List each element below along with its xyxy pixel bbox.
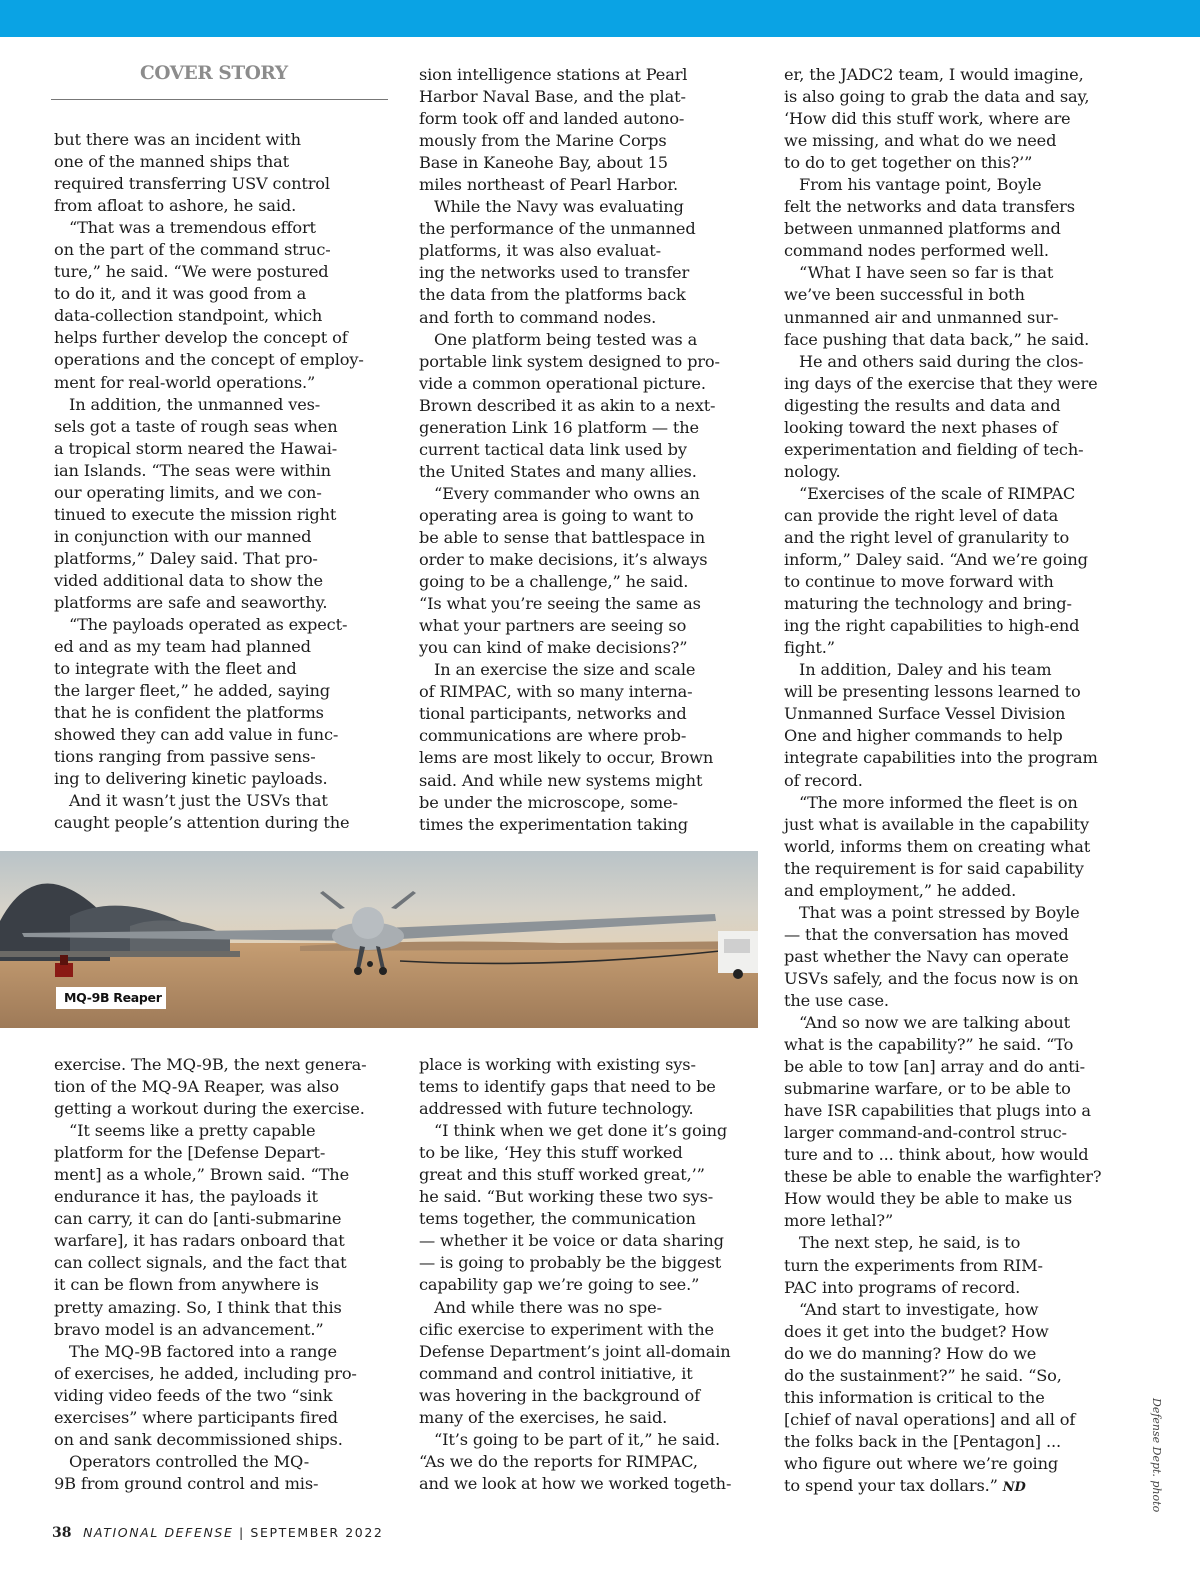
page-footer <box>52 1525 383 1541</box>
text-line: exercises” where participants fired <box>54 1407 338 1427</box>
text-line: tions ranging from passive sens- <box>54 747 316 767</box>
text-line: “Exercises of the scale of RIMPAC <box>784 483 1076 503</box>
text-line: just what is available in the capability <box>784 814 1090 834</box>
issue-date: SEPTEMBER 2022 <box>250 1525 384 1540</box>
text-line: vide a common operational picture. <box>419 373 706 393</box>
text-line: lems are most likely to occur, Brown <box>419 748 714 768</box>
text-line: inform,” Daley said. “And we’re going <box>784 550 1088 570</box>
text-line: be under the microscope, some- <box>419 792 678 812</box>
text-line: integrate capabilities into the program <box>784 748 1098 768</box>
magazine-name: NATIONAL DEFENSE <box>83 1525 234 1540</box>
text-line: many of the exercises, he said. <box>419 1407 668 1427</box>
text-line: between unmanned platforms and <box>784 219 1061 239</box>
text-line: 9B from ground control and mis- <box>54 1473 319 1493</box>
text-line: ing the right capabilities to high-end <box>784 616 1080 636</box>
text-line: “Is what you’re seeing the same as <box>419 594 701 614</box>
text-line: caught people’s attention during the <box>54 813 350 833</box>
text-line: vided additional data to show the <box>54 570 323 590</box>
text-line: is also going to grab the data and say, <box>784 87 1090 107</box>
text-line: viding video feeds of the two “sink <box>54 1385 333 1405</box>
section-divider <box>51 99 388 100</box>
text-line: order to make decisions, it’s always <box>419 550 708 570</box>
text-line: USVs safely, and the focus now is on <box>784 968 1079 988</box>
text-line: portable link system designed to pro- <box>419 351 720 371</box>
text-line: ‘How did this stuff work, where are <box>784 109 1071 129</box>
text-line: miles northeast of Pearl Harbor. <box>419 175 679 195</box>
text-line: platforms, it was also evaluat- <box>419 241 661 261</box>
text-line: sels got a taste of rough seas when <box>54 416 338 436</box>
text-line: will be presenting lessons learned to <box>784 682 1081 702</box>
text-line: maturing the technology and bring- <box>784 594 1072 614</box>
text-line: communications are where prob- <box>419 726 687 746</box>
text-line: helps further develop the concept of <box>54 328 348 348</box>
text-line: sion intelligence stations at Pearl <box>419 65 688 84</box>
text-line: “The payloads operated as expect- <box>54 615 348 635</box>
text-line: addressed with future technology. <box>419 1099 694 1119</box>
text-line: ture,” he said. “We were postured <box>54 262 329 282</box>
text-line: “It’s going to be part of it,” he said. <box>419 1429 720 1449</box>
footer-separator: | <box>239 1525 245 1540</box>
text-line: While the Navy was evaluating <box>419 197 684 217</box>
text-line: who figure out where we’re going <box>784 1453 1059 1473</box>
text-line: be able to tow [an] array and do anti- <box>784 1057 1085 1077</box>
text-line: capability gap we’re going to see.” <box>419 1275 700 1295</box>
text-line: be able to sense that battlespace in <box>419 527 706 547</box>
text-line: command nodes performed well. <box>784 241 1049 261</box>
text-line: you can kind of make decisions?” <box>419 638 688 658</box>
text-line: fight.” <box>784 638 835 658</box>
text-line: “That was a tremendous effort <box>54 218 316 238</box>
text-line: In addition, the unmanned ves- <box>54 394 321 414</box>
text-line: platforms,” Daley said. That pro- <box>54 548 318 568</box>
text-line: the data from the platforms back <box>419 285 686 305</box>
text-line: these be able to enable the warfighter? <box>784 1167 1102 1187</box>
text-line: “And so now we are talking about <box>784 1013 1071 1033</box>
text-line: on and sank decommissioned ships. <box>54 1429 343 1449</box>
text-line: past whether the Navy can operate <box>784 946 1069 966</box>
article-column-1-bottom <box>54 1054 394 1495</box>
text-line: tems to identify gaps that need to be <box>419 1077 716 1097</box>
text-line: that he is confident the platforms <box>54 703 324 723</box>
text-line: and we look at how we worked togeth- <box>419 1473 732 1493</box>
text-line: do the sustainment?” he said. “So, <box>784 1365 1062 1385</box>
text-line: more lethal?” <box>784 1211 894 1231</box>
text-line: he said. “But working these two sys- <box>419 1187 714 1207</box>
text-line: from afloat to ashore, he said. <box>54 196 297 216</box>
text-line: experimentation and fielding of tech- <box>784 439 1084 459</box>
text-line: we missing, and what do we need <box>784 131 1057 151</box>
text-line: to continue to move forward with <box>784 572 1054 592</box>
text-line: warfare], it has radars onboard that <box>54 1231 345 1251</box>
text-line: digesting the results and data and <box>784 395 1061 415</box>
text-line: face pushing that data back,” he said. <box>784 329 1090 349</box>
text-line: have ISR capabilities that plugs into a <box>784 1101 1091 1121</box>
text-line: — whether it be voice or data sharing <box>419 1231 724 1251</box>
text-line: tional participants, networks and <box>419 704 687 724</box>
text-line: showed they can add value in func- <box>54 725 339 745</box>
text-line: The next step, he said, is to <box>784 1233 1021 1253</box>
text-line: er, the JADC2 team, I would imagine, <box>784 65 1084 84</box>
text-line: tinued to execute the mission right <box>54 504 337 524</box>
text-line: How would they be able to make us <box>784 1189 1073 1209</box>
text-line: going to be a challenge,” he said. <box>419 572 689 592</box>
text-line: “As we do the reports for RIMPAC, <box>419 1451 698 1471</box>
text-line: PAC into programs of record. <box>784 1277 1021 1297</box>
text-line: The MQ-9B factored into a range <box>54 1341 337 1361</box>
text-line: command and control initiative, it <box>419 1363 693 1383</box>
text-line: One platform being tested was a <box>419 329 698 349</box>
text-line: [chief of naval operations] and all of <box>784 1409 1076 1429</box>
text-line: to do it, and it was good from a <box>54 284 307 304</box>
text-line: it can be flown from anywhere is <box>54 1275 319 1295</box>
text-line: “The more informed the fleet is on <box>784 792 1078 812</box>
text-line: Brown described it as akin to a next- <box>419 395 716 415</box>
text-line: data-collection standpoint, which <box>54 306 323 326</box>
article-column-1-top <box>54 129 394 835</box>
text-line: and employment,” he added. <box>784 880 1017 900</box>
text-line: ing the networks used to transfer <box>419 263 690 283</box>
text-line: tion of the MQ-9A Reaper, was also <box>54 1077 339 1097</box>
photo-caption: MQ-9B Reaper <box>56 987 166 1009</box>
text-line: form took off and landed autono- <box>419 109 685 129</box>
photo-credit: Defense Dept. photo <box>1150 1398 1163 1513</box>
end-mark: ND <box>1002 1480 1026 1495</box>
text-line: ed and as my team had planned <box>54 637 311 657</box>
text-line: Base in Kaneohe Bay, about 15 <box>419 153 668 173</box>
text-line: operations and the concept of employ- <box>54 350 364 370</box>
text-line: can provide the right level of data <box>784 505 1059 525</box>
text-line: a tropical storm neared the Hawai- <box>54 438 338 458</box>
text-line: And while there was no spe- <box>419 1297 662 1317</box>
text-line: looking toward the next phases of <box>784 417 1058 437</box>
article-column-3 <box>784 64 1129 1497</box>
text-line: to be like, ‘Hey this stuff worked <box>419 1143 683 1163</box>
text-line: exercise. The MQ-9B, the next genera- <box>54 1055 367 1074</box>
text-line: tems together, the communication <box>419 1209 696 1229</box>
text-line: and the right level of granularity to <box>784 527 1070 547</box>
text-line: and forth to command nodes. <box>419 307 657 327</box>
section-label: COVER STORY <box>140 63 288 84</box>
text-line: of record. <box>784 770 863 790</box>
text-line: ing days of the exercise that they were <box>784 373 1098 393</box>
text-line: to do to get together on this?’” <box>784 153 1033 173</box>
text-line: larger command-and-control struc- <box>784 1123 1067 1143</box>
text-line: to spend your tax dollars.” <box>784 1476 998 1495</box>
text-line: to integrate with the fleet and <box>54 659 297 679</box>
text-line: One and higher commands to help <box>784 726 1063 746</box>
text-line: the folks back in the [Pentagon] ... <box>784 1431 1061 1451</box>
text-line: getting a workout during the exercise. <box>54 1099 365 1119</box>
text-line: submarine warfare, or to be able to <box>784 1079 1071 1099</box>
text-line: In an exercise the size and scale <box>419 660 696 680</box>
text-line: ture and to ... think about, how would <box>784 1145 1089 1165</box>
text-line: mously from the Marine Corps <box>419 131 667 151</box>
text-line: the use case. <box>784 990 889 1010</box>
text-line: this information is critical to the <box>784 1387 1045 1407</box>
text-line: In addition, Daley and his team <box>784 660 1052 680</box>
text-line: place is working with existing sys- <box>419 1055 696 1074</box>
text-line: platform for the [Defense Depart- <box>54 1143 326 1163</box>
text-line: Defense Department’s joint all-domain <box>419 1341 731 1361</box>
text-line: on the part of the command struc- <box>54 240 331 260</box>
text-line: can collect signals, and the fact that <box>54 1253 347 1273</box>
text-line: said. And while new systems might <box>419 770 703 790</box>
text-line: we’ve been successful in both <box>784 285 1025 305</box>
text-line: unmanned air and unmanned sur- <box>784 307 1059 327</box>
text-line: world, informs them on creating what <box>784 836 1091 856</box>
text-line: bravo model is an advancement.” <box>54 1319 324 1339</box>
text-line: pretty amazing. So, I think that this <box>54 1297 342 1317</box>
text-line: platforms are safe and seaworthy. <box>54 592 328 612</box>
text-line: “What I have seen so far is that <box>784 263 1054 283</box>
text-line: our operating limits, and we con- <box>54 482 322 502</box>
text-line: turn the experiments from RIM- <box>784 1255 1043 1275</box>
text-line: operating area is going to want to <box>419 505 694 525</box>
text-line: of exercises, he added, including pro- <box>54 1363 357 1383</box>
text-line: That was a point stressed by Boyle <box>784 902 1080 922</box>
text-line: ment for real-world operations.” <box>54 372 316 392</box>
text-line: great and this stuff worked great,’” <box>419 1165 705 1185</box>
text-line: does it get into the budget? How <box>784 1321 1049 1341</box>
article-column-2-top <box>419 64 764 836</box>
text-line: ment] as a whole,” Brown said. “The <box>54 1165 349 1185</box>
text-line: cific exercise to experiment with the <box>419 1319 714 1339</box>
text-line: current tactical data link used by <box>419 439 687 459</box>
text-line: “And start to investigate, how <box>784 1299 1039 1319</box>
text-line: one of the manned ships that <box>54 152 289 172</box>
text-line: ing to delivering kinetic payloads. <box>54 769 328 789</box>
page-number: 38 <box>52 1525 72 1541</box>
article-column-2-bottom <box>419 1054 764 1495</box>
text-line: can carry, it can do [anti-submarine <box>54 1209 342 1229</box>
text-line: “It seems like a pretty capable <box>54 1121 316 1141</box>
header-color-bar <box>0 0 1200 37</box>
text-line: “I think when we get done it’s going <box>419 1121 728 1141</box>
text-line: what is the capability?” he said. “To <box>784 1035 1074 1055</box>
text-line: times the experimentation taking <box>419 814 688 834</box>
text-line: what your partners are seeing so <box>419 616 687 636</box>
text-line: — is going to probably be the biggest <box>419 1253 722 1273</box>
text-line: Unmanned Surface Vessel Division <box>784 704 1066 724</box>
text-line: nology. <box>784 461 841 481</box>
text-line: generation Link 16 platform — the <box>419 417 699 437</box>
text-line: From his vantage point, Boyle <box>784 175 1042 195</box>
text-line: the United States and many allies. <box>419 461 697 481</box>
text-line: And it wasn’t just the USVs that <box>54 791 328 811</box>
text-line: the requirement is for said capability <box>784 858 1084 878</box>
text-line: — that the conversation has moved <box>784 924 1069 944</box>
text-line: was hovering in the background of <box>419 1385 700 1405</box>
text-line: felt the networks and data transfers <box>784 197 1075 217</box>
text-line: ian Islands. “The seas were within <box>54 460 331 480</box>
final-text-line <box>784 1475 1129 1497</box>
text-line: do we do manning? How do we <box>784 1343 1037 1363</box>
text-line: the larger fleet,” he added, saying <box>54 681 331 701</box>
text-line: in conjunction with our manned <box>54 526 312 546</box>
text-line: Operators controlled the MQ- <box>54 1451 310 1471</box>
text-line: endurance it has, the payloads it <box>54 1187 318 1207</box>
text-line: “Every commander who owns an <box>419 483 700 503</box>
text-line: but there was an incident with <box>54 130 301 149</box>
text-line: the performance of the unmanned <box>419 219 696 239</box>
text-line: He and others said during the clos- <box>784 351 1084 371</box>
text-line: of RIMPAC, with so many interna- <box>419 682 693 702</box>
text-line: Harbor Naval Base, and the plat- <box>419 87 686 107</box>
text-line: required transferring USV control <box>54 174 330 194</box>
